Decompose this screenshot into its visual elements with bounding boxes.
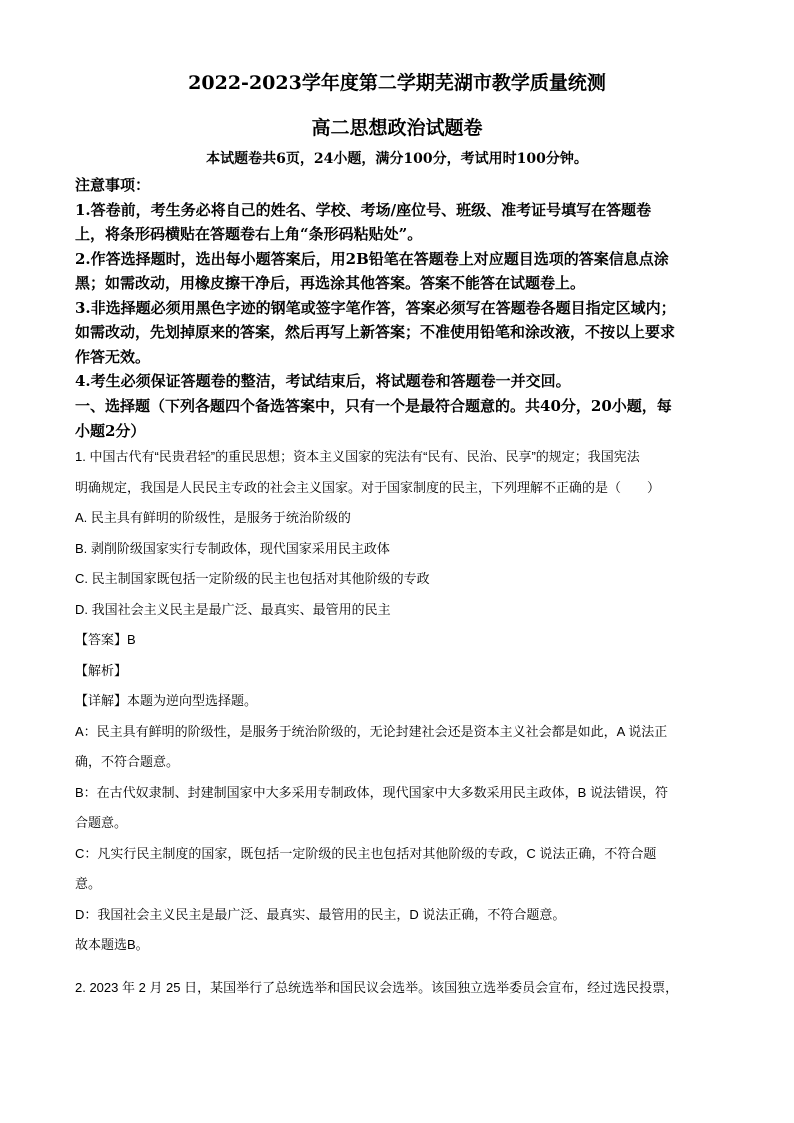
notes-line: 作答无效。	[75, 347, 151, 366]
option-b: B. 剥削阶级国家实行专制政体，现代国家采用民主政体	[75, 540, 390, 556]
paper-title: 高二思想政治试题卷	[311, 117, 483, 139]
answer-label: 【答案】B	[75, 632, 136, 647]
section-heading	[75, 394, 725, 443]
explanation-line: A：民主具有鲜明的阶级性，是服务于统治阶级的，无论封建社会还是资本主义社会都是如此，A 说法正	[75, 723, 668, 739]
option-a: A. 民主具有鲜明的阶级性，是服务于统治阶级的	[75, 510, 351, 525]
question-stem: 2. 2023 年 2 月 25 日，某国举行了总统选举和国民议会选举。该国独立选举委员会宣布，经过选民投票，	[75, 980, 679, 995]
analysis-label: 【解析】	[75, 662, 128, 678]
notes-line: 4.考生必须保证答题卷的整洁，考试结束后，将试题卷和答题卷一并交回。	[75, 372, 571, 390]
conclusion-line: 故本题选B。	[75, 937, 149, 952]
notes-line: 2.作答选择题时，选出每小题答案后，用2B铅笔在答题卷上对应题目选项的答案信息点涂	[75, 249, 669, 268]
notes-line: 3.非选择题必须用黑色字迹的钢笔或签字笔作答，答案必须写在答题卷各题目指定区域内；	[75, 298, 676, 317]
notes-line: 如需改动，先划掉原来的答案，然后再写上新答案；不准使用铅笔和涂改液，不按以上要求	[75, 323, 676, 341]
option-c: C. 民主制国家既包括一定阶级的民主也包括对其他阶级的专政	[75, 571, 430, 586]
exam-info: 本试题卷共6页，24小题，满分100分，考试用时100分钟。	[206, 151, 588, 167]
explanation-line: B：在古代奴隶制、封建制国家中大多采用专制政体，现代国家中大多数采用民主政体，B 说法错误，符	[75, 784, 668, 800]
question-2	[75, 973, 725, 1003]
question-stem: 1. 中国古代有“民贵君轻”的重民思想；资本主义国家的宪法有“民有、民治、民享”的规定；我国宪法	[75, 449, 640, 464]
notes-heading: 注意事项：	[75, 176, 151, 194]
explanation-line: 合题意。	[75, 815, 128, 830]
explanation-line: 确，不符合题意。	[75, 754, 180, 769]
notes-line: 上，将条形码横贴在答题卷右上角“条形码粘贴处”。	[75, 225, 423, 243]
explanation-line: C：凡实行民主制度的国家，既包括一定阶级的民主也包括对其他阶级的专政，C 说法正确，不符合题	[75, 845, 657, 861]
notes-block	[75, 173, 725, 394]
option-d: D. 我国社会主义民主是最广泛、最真实、最管用的民主	[75, 601, 391, 617]
question-stem: 明确规定，我国是人民民主专政的社会主义国家。对于国家制度的民主，下列理解不正确的是（ ）	[75, 479, 661, 495]
section-heading-line: 小题2分）	[75, 421, 146, 440]
detail-label: 【详解】本题为逆向型选择题。	[75, 693, 258, 708]
question-1	[75, 442, 725, 961]
explanation-line: D：我国社会主义民主是最广泛、最真实、最管用的民主，D 说法正确，不符合题意。	[75, 906, 566, 922]
notes-line: 黑；如需改动，用橡皮擦干净后，再选涂其他答案。答案不能答在试题卷上。	[75, 274, 586, 292]
section-heading-line: 一、选择题（下列各题四个备选答案中，只有一个是最符合题意的。共40分，20小题，每	[75, 397, 672, 415]
explanation-line: 意。	[75, 876, 102, 891]
exam-title: 2022-2023学年度第二学期芜湖市教学质量统测	[188, 72, 606, 94]
notes-line: 1.答卷前，考生务必将自己的姓名、学校、考场/座位号、班级、准考证号填写在答题卷	[75, 200, 652, 219]
